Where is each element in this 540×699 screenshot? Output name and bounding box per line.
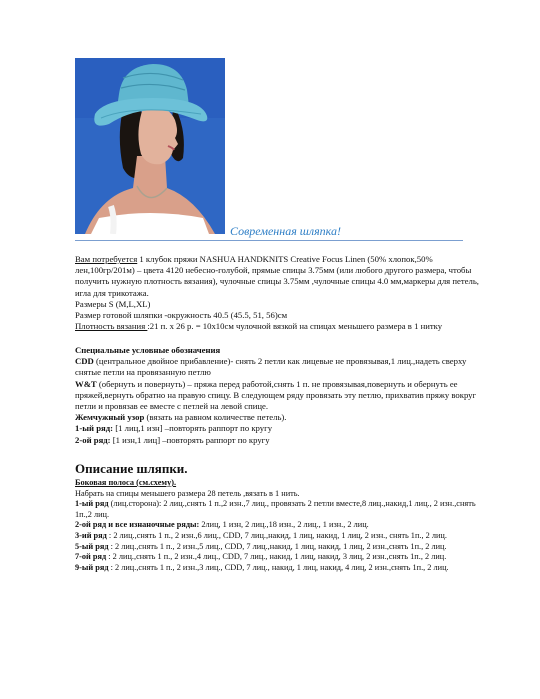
row-text: (лиц.сторона): 2 лиц.,снять 1 п.,2 изн.,7 лиц., провязать 2 петли вместе,8 лиц.,накид,1 лиц., 2 изн.,снять 1п.,2 лиц. xyxy=(75,499,476,519)
special-abbreviations-section xyxy=(75,345,493,446)
row-label: 9-ый ряд xyxy=(75,562,109,572)
hat-description-section xyxy=(75,462,493,573)
sizes-line: Размеры S (M,L,XL) xyxy=(75,298,151,309)
row1-label: 1-ый ряд: xyxy=(75,423,114,434)
hat-photo xyxy=(75,58,225,234)
cdd-label: CDD xyxy=(75,356,94,367)
row-text: : 2 лиц.,снять 1 п., 2 изн.,3 лиц., CDD, 7 лиц., накид, 1 лиц, накид, 4 лиц, 2 изн.,снять 1п., 2 лиц. xyxy=(108,562,449,572)
woman-in-hat-illustration xyxy=(75,58,225,234)
row1-text: [1 лиц,1 изн] –повторять раппорт по кругу xyxy=(113,423,273,434)
pearl-text: (вязать на равном количестве петель). xyxy=(144,412,287,423)
cast-on-line: Набрать на спицы меньшего размера 28 петель ,вязать в 1 нить. xyxy=(75,488,300,498)
title-divider xyxy=(75,240,463,241)
row-text: 2лиц, 1 изн, 2 лиц.,18 изн., 2 лиц., 1 изн., 2 лиц. xyxy=(199,520,369,530)
cdd-text: (центральное двойное прибавление)- снять 2 петли как лицевые не провязывая,1 лиц.,надеть сверху снятые петли на провязанную петлю xyxy=(75,356,467,378)
pattern-row xyxy=(75,499,493,520)
description-heading: Описание шляпки. xyxy=(75,461,188,476)
pearl-label: Жемчужный узор xyxy=(75,412,145,423)
materials-label: Вам потребуется xyxy=(75,254,138,264)
row-label: 1-ый ряд xyxy=(75,499,109,509)
gauge-label: Плотность вязания xyxy=(75,321,148,332)
row-label: 2-ой ряд и все изнаночные ряды: xyxy=(75,520,200,530)
row-text: : 2 лиц.,снять 1 п., 2 изн.,5 лиц., CDD, 7 лиц.,накид, 1 лиц, накид, 1 лиц, 2 изн.,снять 1п., 2 лиц. xyxy=(108,541,447,551)
pattern-row xyxy=(75,531,493,542)
page-title: Современная шляпка! xyxy=(230,224,341,238)
pearl-pattern-line xyxy=(75,412,493,423)
row2-text: [1 изн,1 лиц] –повторять раппорт по кругу xyxy=(110,434,270,445)
gauge-line xyxy=(75,321,493,332)
cdd-definition xyxy=(75,356,493,378)
pattern-row xyxy=(75,552,493,563)
row2-label: 2-ой ряд: xyxy=(75,434,111,445)
materials-paragraph xyxy=(75,254,493,299)
wt-text: (обернуть и повернуть) – пряжа перед работой,снять 1 п. не провязывая,повернуть и обернуть ее пряжей,вернуть обратно на правую спицу. В следующем ряду провязать эту петлю, прихватив пряжу вокруг петли и провязав ее вместе с петлей на левой спице. xyxy=(75,378,477,412)
row-text: : 2 лиц.,снять 1 п., 2 изн.,6 лиц., CDD, 7 лиц.,накид, 1 лиц, накид, 1 лиц, 2 изн., снять 1п., 2 лиц. xyxy=(106,530,447,540)
wt-definition xyxy=(75,379,493,413)
finished-size-line: Размер готовой шляпки -окружность 40.5 (45.5, 51, 56)см xyxy=(75,310,288,321)
row-label: 5-ый ряд xyxy=(75,541,109,551)
wt-label: W&T xyxy=(75,378,97,389)
row-label: 7-ой ряд xyxy=(75,552,107,562)
pearl-row-2 xyxy=(75,435,493,446)
row-text: : 2 лиц.,снять 1 п., 2 изн.,4 лиц., CDD, 7 лиц., накид, 1 лиц, накид, 3 лиц, 2 изн.,снять 1п., 2 лиц. xyxy=(106,552,447,562)
pattern-row xyxy=(75,542,493,553)
pattern-row xyxy=(75,563,493,574)
side-band-label: Боковая полоса (см.схему). xyxy=(75,478,177,487)
materials-section xyxy=(75,254,493,332)
materials-text: 1 клубок пряжи NASHUA HANDKNITS Creative Focus Linen (50% хлопок,50% лен,100гр/201м) – цвета 4120 небесно-голубой, прямые спицы 3.75мм (или любого другого размера, чтобы получить нужную плотность вязания), чулочные спицы 3.75мм ,чулочные спицы 4.0 мм,маркеры для петель, игла для трикотажа. xyxy=(75,254,479,298)
pearl-row-1 xyxy=(75,423,493,434)
special-heading: Специальные условные обозначения xyxy=(75,345,221,355)
row-label: 3-ий ряд xyxy=(75,530,107,540)
gauge-text: :21 п. х 26 р. = 10х10см чулочной вязкой на спицах меньшего размера в 1 нитку xyxy=(147,321,443,332)
pattern-row xyxy=(75,520,493,531)
